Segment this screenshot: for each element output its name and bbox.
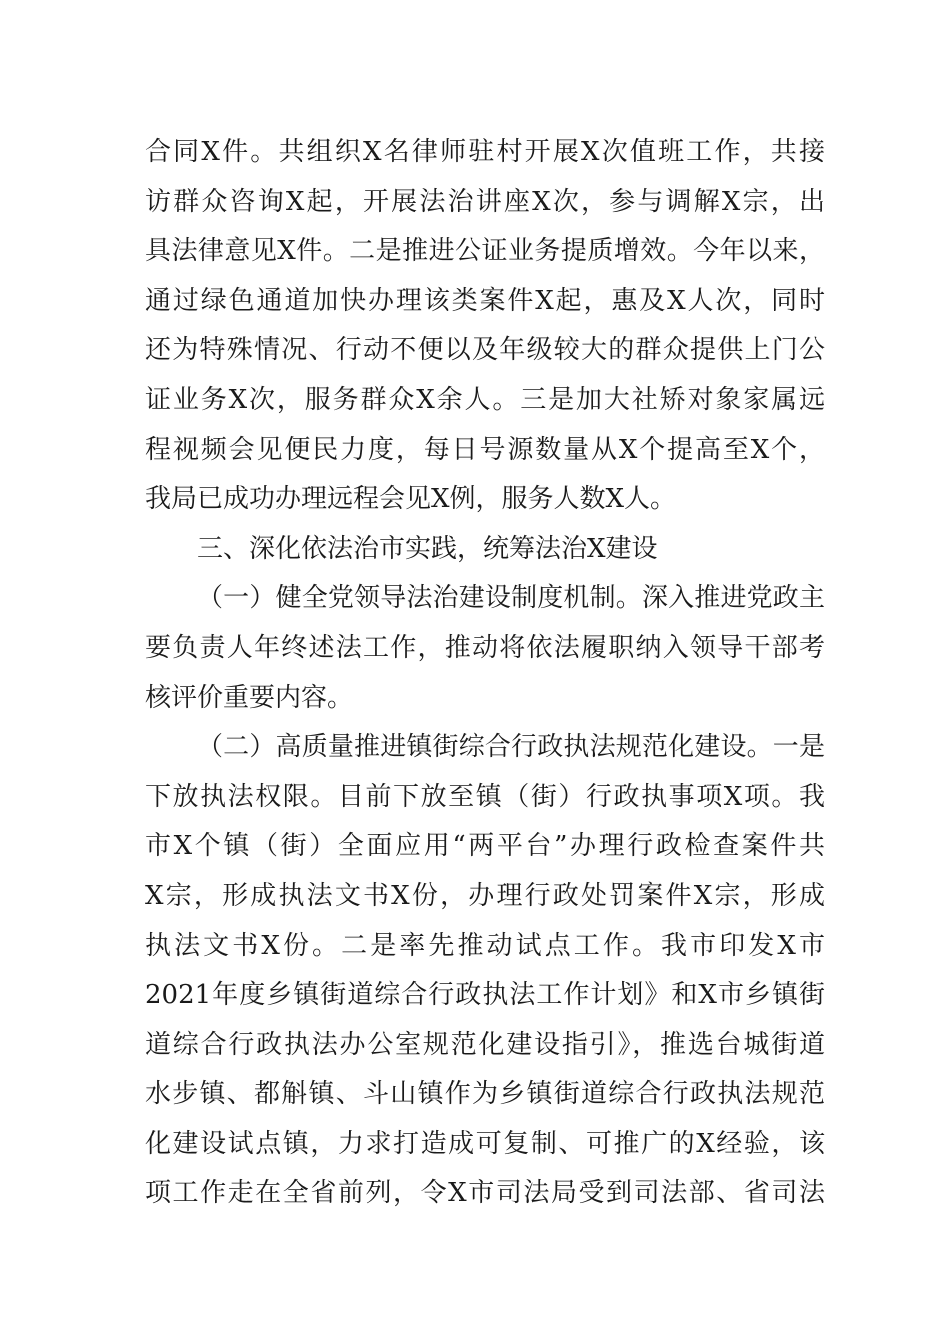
text-line: 下放执法权限。目前下放至镇（街）行政执事项X项。我 [145, 781, 825, 812]
text-line: 三、深化依法治市实践，统筹法治X建设 [197, 533, 658, 564]
text-line: 项工作走在全省前列，令X市司法局受到司法部、省司法 [145, 1178, 825, 1209]
text-line: 执法文书X份。二是率先推动试点工作。我市印发X市 [145, 930, 825, 961]
document-body [145, 128, 825, 1219]
text-line: 水步镇、都斛镇、斗山镇作为乡镇街道综合行政执法规范 [145, 1079, 825, 1110]
text-line: （一）健全党领导法治建设制度机制。深入推进党政主 [197, 583, 825, 614]
text-line: （二）高质量推进镇街综合行政执法规范化建设。一是 [197, 732, 825, 763]
text-line: 化建设试点镇，力求打造成可复制、可推广的X经验，该 [145, 1128, 825, 1159]
text-line: 具法律意见X件。二是推进公证业务提质增效。今年以来， [145, 236, 825, 267]
text-line: 核评价重要内容。 [145, 682, 354, 713]
text-line: 道综合行政执法办公室规范化建设指引》，推选台城街道 [145, 1029, 825, 1060]
text-line: 还为特殊情况、行动不便以及年级较大的群众提供上门公 [145, 335, 825, 366]
text-line: 我局已成功办理远程会见X例，服务人数X人。 [145, 484, 677, 515]
text-line: 程视频会见便民力度，每日号源数量从X个提高至X个， [145, 434, 825, 465]
text-line: 访群众咨询X起，开展法治讲座X次，参与调解X宗，出 [145, 186, 825, 217]
text-line: 合同X件。共组织X名律师驻村开展X次值班工作，共接 [145, 137, 825, 167]
text-line: 要负责人年终述法工作，推动将依法履职纳入领导干部考 [145, 632, 825, 663]
text-line: 2021年度乡镇街道综合行政执法工作计划》和X市乡镇街 [145, 980, 825, 1011]
text-line: 市X个镇（街）全面应用“两平台”办理行政检查案件共 [145, 831, 825, 862]
text-line: 通过绿色通道加快办理该类案件X起，惠及X人次，同时 [145, 285, 825, 316]
text-line: 证业务X次，服务群众X余人。三是加大社矫对象家属远 [145, 384, 825, 415]
text-line: X宗，形成执法文书X份，办理行政处罚案件X宗，形成 [145, 880, 825, 911]
